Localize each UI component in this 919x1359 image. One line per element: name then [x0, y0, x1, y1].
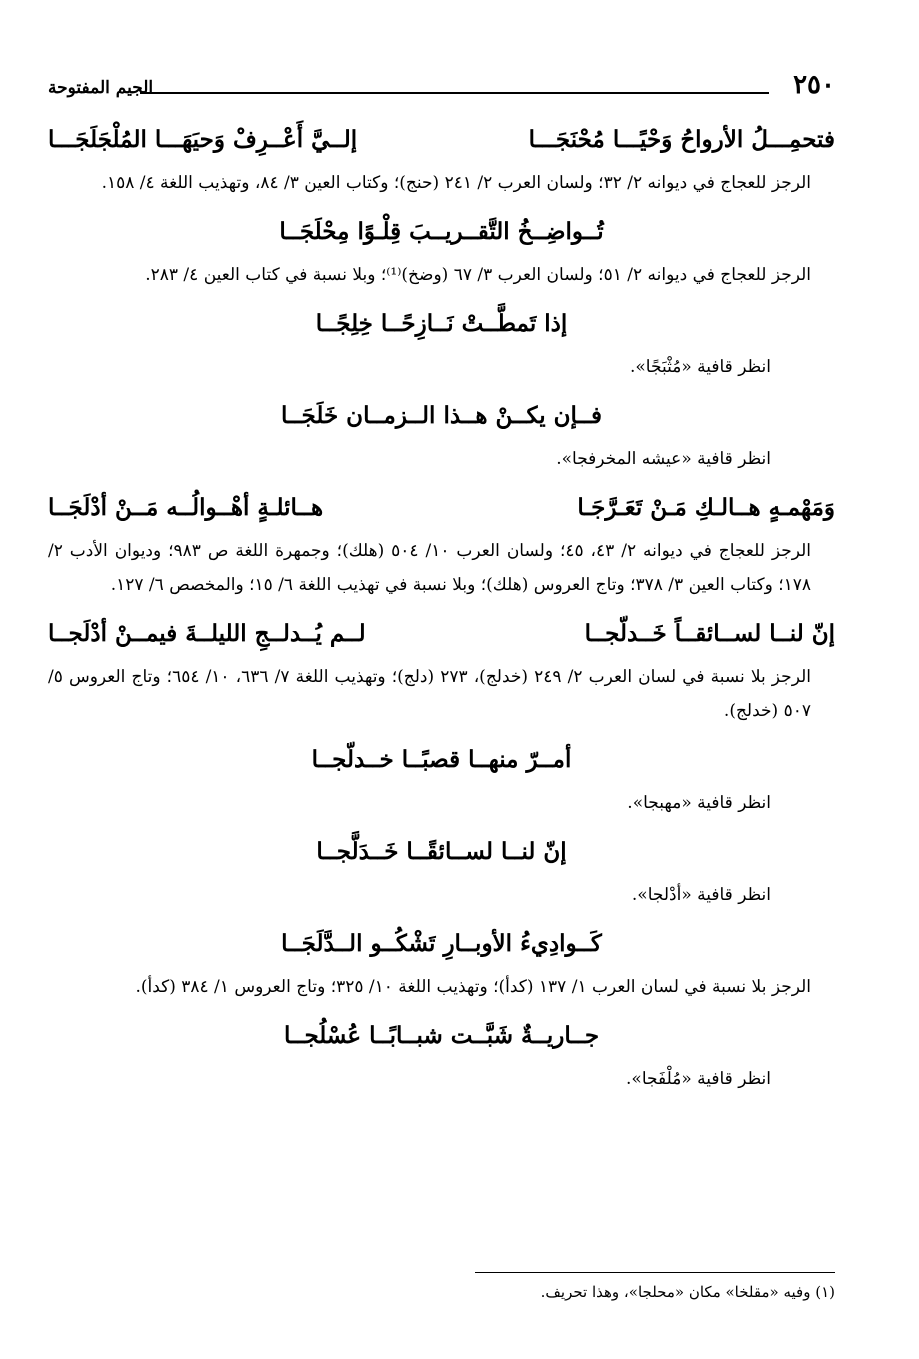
entry-7 — [48, 734, 835, 820]
verse — [48, 482, 835, 534]
page-content — [48, 114, 835, 1102]
verse-first-hemistich: إنّ لنــا لســائقــاً خَــدلّجــا — [584, 620, 835, 647]
footnote-1: (١) وفيه «مقلخا» مكان «محلجا»، وهذا تحريف. — [540, 1283, 835, 1301]
verse — [48, 298, 835, 350]
entry-10 — [48, 1010, 835, 1096]
verse-source-note: الرجز بلا نسبة في لسان العرب ١/ ١٣٧ (كدأ)؛ وتهذيب اللغة ١٠/ ٣٢٥؛ وتاج العروس ١/ ٣٨٤ (كدأ). — [135, 977, 811, 997]
verse — [48, 734, 835, 786]
entry-8 — [48, 826, 835, 912]
verse-source-note: الرجز للعجاج في ديوانه ٢/ ٣٢؛ ولسان العرب ٢/ ٢٤١ (حنج)؛ وكتاب العين ٣/ ٨٤، وتهذيب اللغة ٤/ ١٥٨. — [101, 173, 811, 193]
cross-reference-note: انظر قافية «أدْلجا». — [631, 885, 771, 905]
entry-5 — [48, 482, 835, 602]
verse-second-hemistich: لــم يُــدلــجِ الليلــةَ فيمــنْ أدْلَجــا — [48, 620, 366, 647]
verse-text: إنّ لنــا لســائقًــا خَــدَلَّجــا — [316, 838, 567, 865]
verse-first-hemistich: فتحمِـــلُ الأرواحُ وَحْيًـــا مُحْنَجَـــا — [528, 126, 835, 153]
verse-source-note: الرجز بلا نسبة في لسان العرب ٢/ ٢٤٩ (خدلج)، ٢٧٣ (دلج)؛ وتهذيب اللغة ٧/ ٦٣٦، ١٠/ ٦٥٤؛ وتاج العروس ٥/ ٥٠٧ (خدلج). — [48, 667, 811, 721]
entry-4 — [48, 390, 835, 476]
entry-3 — [48, 298, 835, 384]
header-rule — [140, 92, 769, 94]
verse — [48, 206, 835, 258]
verse-text: جــاريــةٌ شَبَّــت شبــابًــا عُسْلُجــا — [283, 1022, 600, 1049]
cross-reference-note: انظر قافية «مُلْفَجا». — [626, 1069, 771, 1089]
verse-text: كَــوادِيءُ الأوبــارِ تَشْكُــو الــدَّلَجَــا — [281, 930, 602, 957]
verse — [48, 608, 835, 660]
verse-text: إذا تَمطَّــتْ نَــازِحًــا خِلِجًــا — [315, 310, 568, 337]
entry-9 — [48, 918, 835, 1004]
cross-reference-note: انظر قافية «عيشه المخرفجا». — [556, 449, 771, 469]
entry-2 — [48, 206, 835, 292]
verse-second-hemistich: إلــيَّ أَعْــرِفْ وَحيَهَـــا المُلْجَلَجَـــا — [48, 126, 358, 153]
verse — [48, 918, 835, 970]
footnote-rule — [475, 1272, 835, 1273]
verse — [48, 114, 835, 166]
verse-second-hemistich: هــائلـةٍ أهْــوالُــه مَــنْ أدْلَجَــا — [48, 494, 324, 521]
footnotes — [84, 1272, 835, 1301]
verse — [48, 826, 835, 878]
cross-reference-note: انظر قافية «مُثْبَجًا». — [630, 357, 771, 377]
verse-source-note: الرجز للعجاج في ديوانه ٢/ ٥١؛ ولسان العرب ٣/ ٦٧ (وضخ)⁽¹⁾؛ وبلا نسبة في كتاب العين ٤/ ٢٨٣. — [145, 265, 811, 285]
verse — [48, 1010, 835, 1062]
verse-text: فــإن يكــنْ هــذا الــزمــان خَلَجَــا — [281, 402, 602, 429]
page-number: ٢٥٠ — [793, 70, 835, 100]
chapter-title: الجيم المفتوحة — [48, 78, 154, 98]
verse-source-note: الرجز للعجاج في ديوانه ٢/ ٤٣، ٤٥؛ ولسان العرب ١٠/ ٥٠٤ (هلك)؛ وجمهرة اللغة ص ٩٨٣؛ وديوان الأدب ٢/ ١٧٨؛ وكتاب العين ٣/ ٣٧٨؛ وتاج العروس (هلك)؛ وبلا نسبة في تهذيب اللغة ٦/ ١٥؛ والمخصص ٦/ ١٢٧. — [48, 541, 812, 595]
verse-first-hemistich: وَمَهْمـهٍ هــالـكِ مَـنْ تَعَـرَّجَـا — [577, 494, 835, 521]
page-header — [48, 70, 835, 104]
verse-text: تُــواضِــخُ التَّقــريــبَ قِلْـوًا مِحْلَجَــا — [279, 218, 604, 245]
cross-reference-note: انظر قافية «مهبجا». — [627, 793, 771, 813]
entry-1 — [48, 114, 835, 200]
verse — [48, 390, 835, 442]
verse-text: أمــرّ منهــا قصبًــا خــدلّجــا — [311, 746, 572, 773]
entry-6 — [48, 608, 835, 728]
